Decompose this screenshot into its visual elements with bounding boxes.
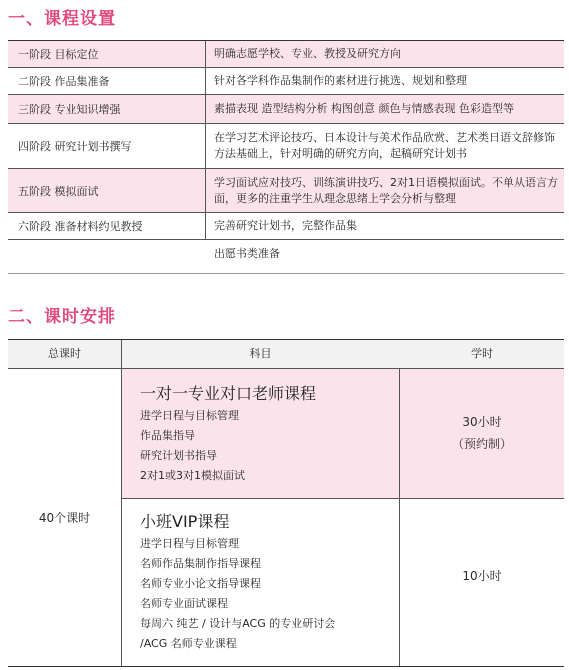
course-item: /ACG 名师专业课程: [140, 637, 237, 650]
stage-label: 一阶段 目标定位: [8, 41, 206, 67]
stage-description: 针对各学科作品集制作的素材进行挑选、规划和整理: [214, 74, 467, 87]
course-hours: [400, 565, 564, 587]
column-divider: [121, 340, 122, 666]
course-item: 名师专业面试课程: [140, 597, 228, 610]
course-item: 2对1或3对1模拟面试: [140, 469, 245, 482]
table-divider: [8, 273, 564, 274]
stage-description: 学习面试应对技巧、训练演讲技巧、2对1日语模拟面试。不单从语言方面，更多的注重学生从理念思绪上学会分析与整理: [214, 175, 558, 205]
table-row: [8, 41, 564, 68]
stage-description: 明确志愿学校、专业、教授及研究方向: [214, 47, 401, 60]
hours-value: 30小时: [462, 415, 502, 429]
table-row: [8, 240, 564, 267]
course-block-small-class: [122, 499, 564, 666]
section-title-course-setup: 一、课程设置: [8, 9, 116, 29]
hours-note: （预约制）: [451, 437, 512, 451]
course-item: 进学日程与目标管理: [140, 409, 239, 422]
header-subject: 科目: [249, 347, 272, 360]
stage-table: [8, 40, 564, 267]
table-header: [8, 340, 564, 369]
header-total: 总课时: [48, 347, 81, 360]
total-hours: 40个课时: [38, 511, 91, 525]
table-row: [8, 95, 564, 124]
stage-label: 五阶段 模拟面试: [8, 169, 206, 212]
course-item: 名师专业小论文指导课程: [140, 577, 261, 590]
course-items: [140, 534, 335, 654]
table-row: [8, 169, 564, 213]
stage-label: 二阶段 作品集准备: [8, 68, 206, 94]
hours-value: 10小时: [462, 569, 502, 583]
stage-description: 在学习艺术评论技巧、日本设计与美术作品欣赏、艺术类日语文辞修饰方法基础上，针对明确的研究方向，起稿研究计划书: [214, 131, 555, 160]
course-item: 进学日程与目标管理: [140, 537, 239, 550]
stage-description: 素描表现 造型结构分析 构图创意 颜色与情感表现 色彩造型等: [214, 102, 514, 115]
table-row: [8, 213, 564, 240]
course-title: 一对一专业对口老师课程: [140, 384, 317, 403]
course-item: 每周六 纯艺 / 设计与ACG 的专业研讨会: [140, 617, 336, 630]
schedule-table: [8, 339, 564, 667]
stage-description: 完善研究计划书，完整作品集: [214, 219, 357, 232]
course-item: 名师作品集制作指导课程: [140, 557, 261, 570]
course-block-one-on-one: [122, 369, 564, 499]
stage-label: [8, 240, 206, 267]
section-title-schedule: 二、课时安排: [8, 307, 116, 327]
table-row: [8, 68, 564, 95]
stage-label: 三阶段 专业知识增强: [8, 95, 206, 123]
header-hours: 学时: [471, 347, 493, 360]
course-title: 小班VIP课程: [140, 512, 230, 531]
stage-label: 六阶段 准备材料约见教授: [8, 213, 206, 239]
stage-description: 出愿书类准备: [214, 246, 280, 260]
column-divider: [399, 369, 400, 666]
course-hours: [400, 411, 564, 455]
course-item: 研究计划书指导: [140, 449, 217, 462]
table-row: [8, 124, 564, 169]
course-item: 作品集指导: [140, 429, 195, 442]
stage-label: 四阶段 研究计划书撰写: [8, 124, 206, 168]
course-items: [140, 406, 245, 486]
